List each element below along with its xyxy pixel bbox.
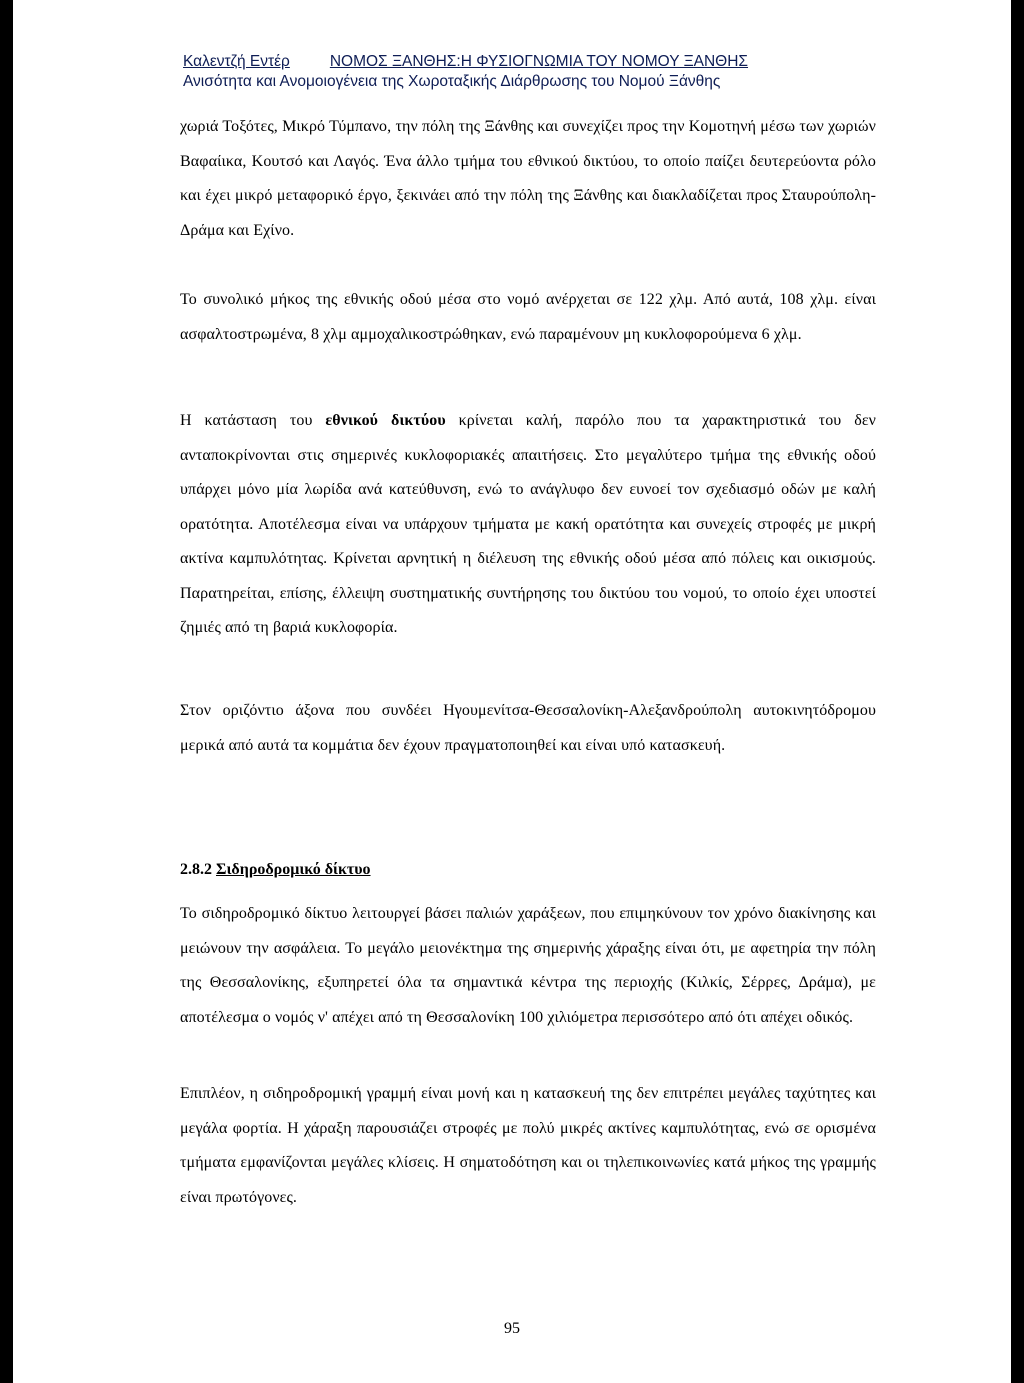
section-paragraph-1 xyxy=(180,897,876,1035)
paragraph-text-start: Η κατάσταση του xyxy=(180,412,326,429)
paragraph-text xyxy=(180,404,876,646)
paragraph-text: Το συνολικό μήκος της εθνικής οδού μέσα στο νομό ανέρχεται σε 122 χλμ. Από αυτά, 108 χλμ. είναι ασφαλτοστρωμένα, 8 χλμ αμμοχαλικοστρώθηκαν, ενώ παραμένουν μη κυκλοφορούμενα 6 χλμ. xyxy=(180,291,876,343)
header-author: Καλεντζή Εντέρ xyxy=(183,53,290,70)
section-paragraph-2 xyxy=(180,1077,876,1215)
paragraph-3 xyxy=(180,404,876,646)
paragraph-text-rest: κρίνεται καλή, παρόλο που τα χαρακτηριστικά του δεν ανταποκρίνονται στις σημερινές κυκλοφοριακές απαιτήσεις. Στο μεγαλύτερο τμήμα της εθνικής οδού υπάρχει μόνο μία λωρίδα ανά κατεύθυνση, ενώ το ανάγλυφο δεν ευνοεί τον σχεδιασμό οδών με καλή ορατότητα. Αποτέλεσμα είναι να υπάρχουν τμήματα με κακή ορατότητα και συνεχείς στροφές με μικρή ακτίνα καμπυλότητας. Κρίνεται αρνητική η διέλευση της εθνικής οδού μέσα από πόλεις και οικισμούς. Παρατηρείται, επίσης, έλλειψη συστηματικής συντήρησης του δικτύου του νομού, το οποίο έχει υποστεί ζημιές από τη βαριά κυκλοφορία. xyxy=(180,412,876,636)
bold-term: εθνικού δικτύου xyxy=(325,412,446,429)
paragraph-text: Στον οριζόντιο άξονα που συνδέει Ηγουμενίτσα-Θεσσαλονίκη-Αλεξανδρούπολη αυτοκινητόδρομου μερικά από αυτά τα κομμάτια δεν έχουν πραγματοποιηθεί και είναι υπό κατασκευή. xyxy=(180,702,876,754)
paragraph-text: χωριά Τοξότες, Μικρό Τύμπανο, την πόλη της Ξάνθης και συνεχίζει προς την Κομοτηνή μέσω των χωριών Βαφαίικα, Κουτσό και Λαγός. Ένα άλλο τμήμα του εθνικού δικτύου, το οποίο παίζει δευτερεύοντα ρόλο και έχει μικρό μεταφορικό έργο, ξεκινάει από την πόλη της Ξάνθης και διακλαδίζεται προς Σταυρούπολη- Δράμα και Εχίνο. xyxy=(180,118,876,239)
paragraph-2 xyxy=(180,283,876,352)
paragraph-1 xyxy=(180,110,876,248)
paragraph-4 xyxy=(180,694,876,763)
section-title: Σιδηροδρομικό δίκτυο xyxy=(216,861,371,878)
paragraph-text: Επιπλέον, η σιδηροδρομική γραμμή είναι μονή και η κατασκευή της δεν επιτρέπει μεγάλες ταχύτητες και μεγάλα φορτία. Η χάραξη παρουσιάζει στροφές με πολύ μικρές ακτίνες καμπυλότητας, ενώ σε ορισμένα τμήματα εμφανίζονται μεγάλες κλίσεις. Η σηματοδότηση και οι τηλεπικοινωνίες κατά μήκος της γραμμής είναι πρωτόγονες. xyxy=(180,1085,876,1206)
header-title: ΝΟΜΟΣ ΞΑΝΘΗΣ:Η ΦΥΣΙΟΓΝΩΜΙΑ ΤΟΥ ΝΟΜΟΥ ΞΑΝΘΗΣ xyxy=(329,53,749,70)
paragraph-text: Το σιδηροδρομικό δίκτυο λειτουργεί βάσει παλιών χαράξεων, που επιμηκύνουν τον χρόνο διακίνησης και μειώνουν την ασφάλεια. Το μεγάλο μειονέκτημα της σημερινής χάραξης είναι ότι, με αφετηρία την πόλη της Θεσσαλονίκης, εξυπηρετεί όλα τα σημαντικά κέντρα της περιοχής (Κιλκίς, Σέρρες, Δράμα), με αποτέλεσμα ο νομός ν' απέχει από τη Θεσσαλονίκη 100 χιλιόμετρα περισσότερο από ότι απέχει οδικός. xyxy=(180,905,876,1026)
document-page xyxy=(13,0,1011,1383)
section-number: 2.8.2 xyxy=(180,861,212,878)
page-number: 95 xyxy=(504,1320,520,1337)
header-subtitle: Ανισότητα και Ανομοιογένεια της Χωροταξικής Διάρθρωσης του Νομού Ξάνθης xyxy=(183,73,721,90)
running-header xyxy=(183,52,903,92)
section-heading xyxy=(180,858,371,882)
